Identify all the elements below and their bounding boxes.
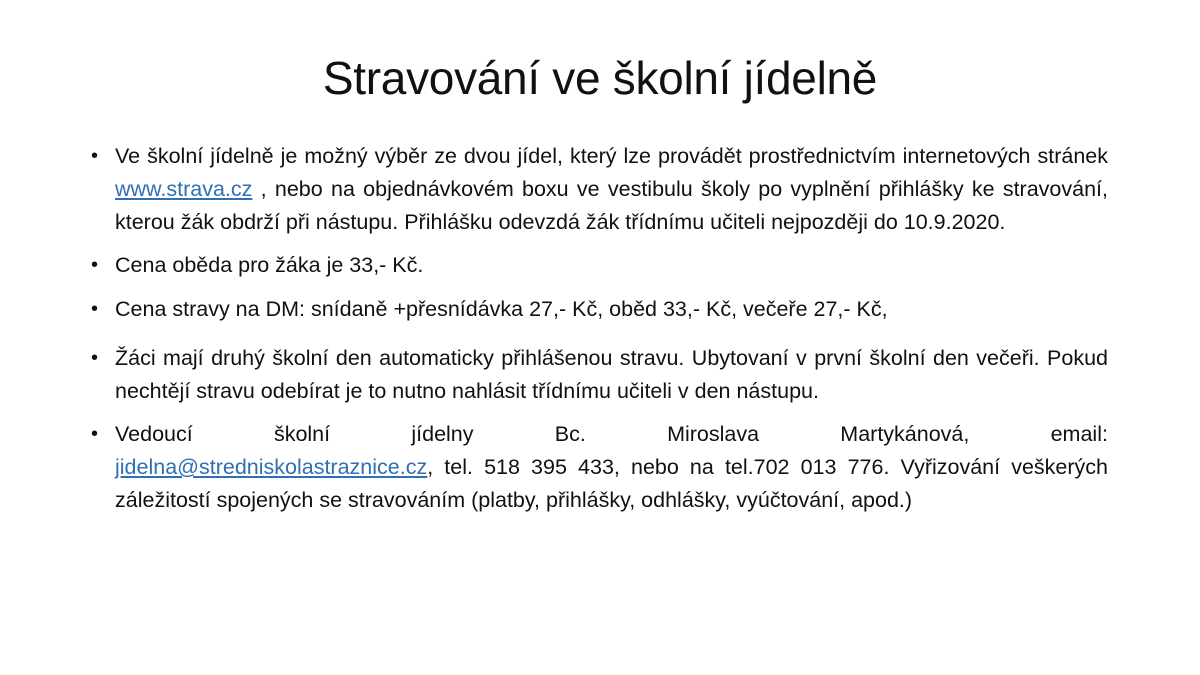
bullet-dot-icon: • — [91, 145, 99, 167]
bullet-text: Cena stravy na DM: snídaně +přesnídávka 27,- Kč, oběd 33,- Kč, večeře 27,- Kč, — [115, 297, 888, 321]
contact-word: Vedoucí — [115, 422, 193, 446]
contact-word: Bc. — [554, 422, 586, 446]
bullet-dot-icon: • — [91, 254, 99, 276]
bullet-dot-icon: • — [91, 298, 99, 320]
contact-rest — [115, 451, 1108, 517]
bullet-item-canteen-contact — [88, 418, 1108, 517]
bullet-item-automatic-registration — [88, 342, 1108, 408]
bullet-item-lunch-price — [88, 249, 1108, 282]
bullet-item-canteen-ordering — [88, 140, 1108, 239]
canteen-email-link[interactable]: jidelna@stredniskolastraznice.cz — [115, 455, 428, 479]
contact-word: Miroslava — [667, 422, 760, 446]
slide-title: Stravování ve školní jídelně — [322, 52, 878, 104]
contact-word: email: — [1050, 422, 1108, 446]
contact-first-line — [115, 418, 1108, 451]
bullet-text: Cena oběda pro žáka je 33,- Kč. — [115, 253, 424, 277]
bullet-dot-icon: • — [91, 347, 99, 369]
bullet-dot-icon: • — [91, 423, 99, 445]
bullet-text: , tel. 518 395 433, nebo na tel.702 013 776. Vyřizování veškerých záležitostí spojených se stravováním (platby, přihlášky, odhlášky, vyúčtování, apod.) — [115, 455, 1108, 512]
bullet-list — [88, 140, 1108, 517]
bullet-text: Ve školní jídelně je možný výběr ze dvou jídel, který lze provádět prostřednictvím internetových stránek — [115, 144, 1108, 168]
bullet-text: Žáci mají druhý školní den automaticky přihlášenou stravu. Ubytovaní v první školní den večeři. Pokud nechtějí stravu odebírat je to nutno nahlásit třídnímu učiteli v den nástupu. — [115, 346, 1108, 403]
contact-word: školní — [273, 422, 331, 446]
bullet-item-dormitory-prices — [88, 293, 1108, 326]
strava-link[interactable]: www.strava.cz — [115, 177, 253, 201]
bullet-text: , nebo na objednávkovém boxu ve vestibulu školy po vyplnění přihlášky ke stravování, kterou žák obdrží při nástupu. Přihlášku odevzdá žák třídnímu učiteli nejpozději do 10.9.2020. — [115, 177, 1108, 234]
contact-word: jídelny — [411, 422, 474, 446]
contact-word: Martykánová, — [840, 422, 970, 446]
